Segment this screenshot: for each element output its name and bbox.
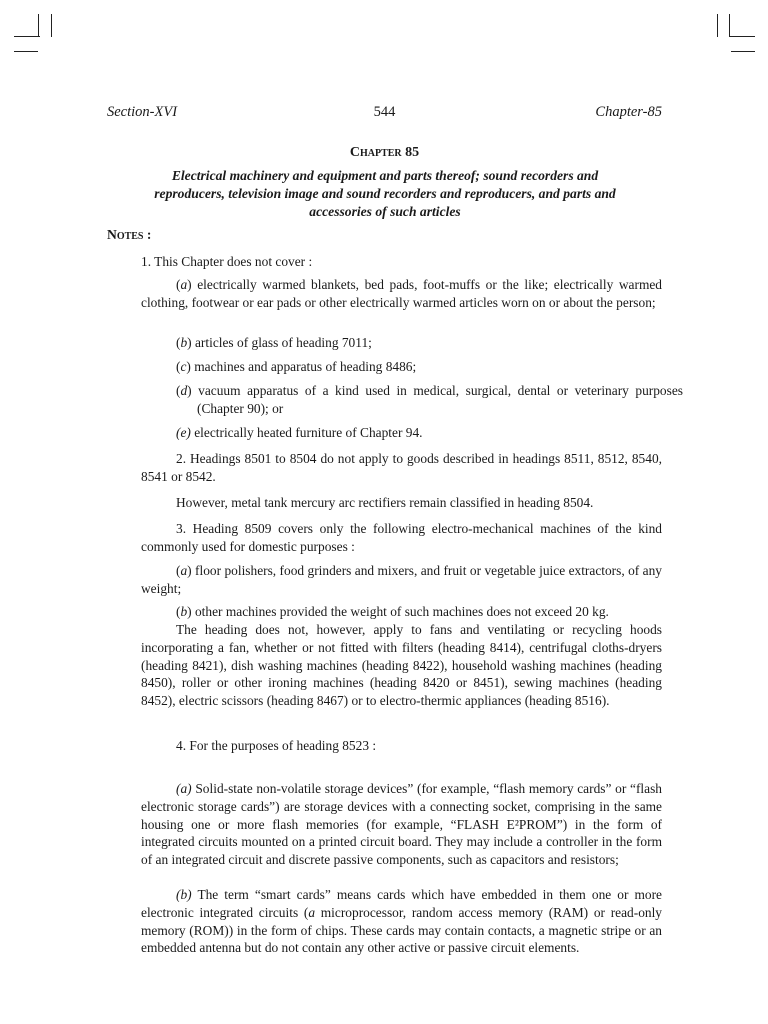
- note-3-intro: 3. Heading 8509 covers only the following electro-mechanical machines of the kind commonly used for domestic purposes :: [141, 521, 662, 554]
- note-4-b: [141, 886, 662, 957]
- note-1-e-text: electrically heated furniture of Chapter 94.: [194, 425, 423, 440]
- note-3-b-label: b: [180, 604, 188, 619]
- note-1-e-label: (e): [176, 425, 191, 440]
- crop-mark-top-left-v2: [51, 14, 52, 37]
- note-1-b-label: b: [180, 335, 188, 350]
- crop-mark-top-left-v1: [38, 14, 39, 37]
- note-4-a-text: Solid-state non-volatile storage devices” (for example, “flash memory cards” or “flash electronic storage cards”) are storage devices with a connecting socket, comprising in the same housing one or more flash memories (for example, “FLASH E²PROM”) in the form of integrated circuits mounted on a printed circuit board. They may include a controller in the form of an integrated circuit and discrete passive components, such as capacitors and resistors;: [141, 781, 662, 868]
- crop-mark-top-left-h2: [14, 51, 38, 52]
- note-1-a-label: a: [180, 277, 188, 292]
- crop-mark-top-right-h: [729, 36, 755, 37]
- note-1-c-label: c: [180, 359, 187, 374]
- note-1-c-text: machines and apparatus of heading 8486;: [194, 359, 417, 374]
- note-1-d-text: vacuum apparatus of a kind used in medical, surgical, dental or veterinary purposes (Chapter 90); or: [197, 383, 683, 416]
- note-2-however: However, metal tank mercury arc rectifiers remain classified in heading 8504.: [176, 495, 594, 510]
- note-4-a-label: (a): [176, 781, 192, 796]
- note-2: 2. Headings 8501 to 8504 do not apply to goods described in headings 8511, 8512, 8540, 8541 or 8542.: [141, 451, 662, 484]
- note-4-a: [141, 780, 662, 869]
- running-header: [107, 104, 662, 124]
- note-1-b: (b) articles of glass of heading 7011;: [176, 335, 372, 350]
- note-3-a-text: floor polishers, food grinders and mixers, and fruit or vegetable juice extractors, of any weight;: [141, 563, 662, 596]
- note-4-intro: 4. For the purposes of heading 8523 :: [176, 738, 377, 753]
- crop-mark-top-left-h: [14, 36, 40, 37]
- note-1-c: (c) machines and apparatus of heading 8486;: [176, 359, 417, 374]
- note-3-b-text: other machines provided the weight of such machines does not exceed 20 kg.: [194, 604, 609, 619]
- note-1-e: [141, 424, 662, 442]
- note-3-exclusion: The heading does not, however, apply to fans and ventilating or recycling hoods incorporating a fan, whether or not fitted with filters (heading 8414), centrifugal cloths-dryers (heading 8421), dish washing machines (heading 8422), household washing machines (heading 8450), roller or other ironing machines (heading 8420 or 8451), sewing machines (heading 8452), electric scissors (heading 8467) or to electro-thermic appliances (heading 8516).: [141, 622, 662, 709]
- crop-mark-top-right-h2: [731, 51, 755, 52]
- note-1-a: (a) electrically warmed blankets, bed pads, foot-muffs or the like; electrically warmed clothing, footwear or ear pads or other electrically warmed articles worn on or about the person;: [141, 277, 662, 310]
- note-4-b-pre: The term “smart cards” means cards which have embedded in them one or more electronic integrated circuits (: [141, 887, 662, 920]
- note-1-intro: 1. This Chapter does not cover :: [141, 254, 313, 269]
- page-number: 544: [373, 104, 396, 120]
- note-4-b-a: a: [308, 904, 316, 920]
- crop-mark-top-right-v2: [729, 14, 730, 37]
- section-label: Section-XVI: [107, 104, 178, 120]
- crop-mark-top-right-v1: [717, 14, 718, 37]
- note-4-b-label: (b): [176, 887, 192, 902]
- note-1-d: (d) vacuum apparatus of a kind used in medical, surgical, dental or veterinary purposes (Chapter 90); or: [176, 383, 683, 416]
- note-1-b-text: articles of glass of heading 7011;: [194, 335, 372, 350]
- note-3-a: (a) floor polishers, food grinders and mixers, and fruit or vegetable juice extractors, of any weight;: [141, 563, 662, 596]
- note-3-b: (b) other machines provided the weight of such machines does not exceed 20 kg.: [176, 604, 609, 619]
- note-3-a-label: a: [180, 563, 188, 578]
- note-4-b-post: microprocessor, random access memory (RAM) or read-only memory (ROM)) in the form of chips. These cards may contain contacts, a magnetic stripe or an embedded antenna but do not contain any other active or passive circuit elements.: [141, 904, 662, 956]
- chapter-subtitle: Electrical machinery and equipment and parts thereof; sound recorders and reproducers, television image and sound recorders and reproducers, and parts and accessories of such articles: [154, 168, 616, 219]
- note-1-d-label: d: [180, 383, 188, 398]
- chapter-label: Chapter-85: [595, 104, 662, 120]
- notes-heading: Notes :: [107, 227, 152, 242]
- note-1-a-text: electrically warmed blankets, bed pads, foot-muffs or the like; electrically warmed clothing, footwear or ear pads or other electrically warmed articles worn on or about the person;: [141, 277, 662, 310]
- chapter-title: Chapter 85: [349, 145, 420, 160]
